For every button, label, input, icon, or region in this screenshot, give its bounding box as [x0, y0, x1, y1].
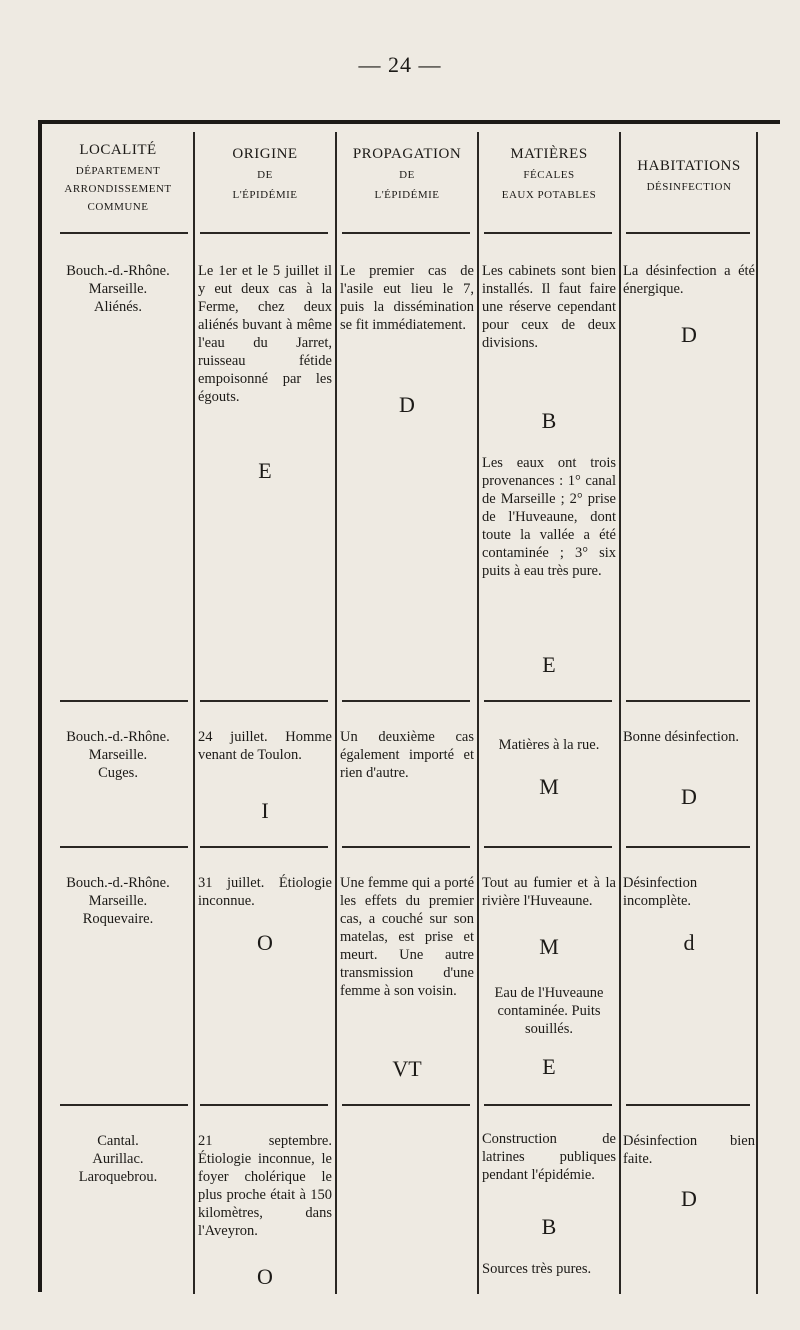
matieres-code: B: [541, 408, 557, 433]
origin-code: I: [261, 798, 269, 823]
header-rule: [60, 232, 188, 234]
column-divider: [193, 132, 195, 1294]
propagation-code: D: [399, 392, 415, 417]
header-habitations: HABITATIONS DÉSINFECTION: [637, 158, 741, 193]
matieres-cell: Sources très pures.: [482, 1261, 592, 1277]
matieres-cell: Matières à la rue.: [498, 737, 600, 753]
header-matieres: MATIÈRES FÉCALES EAUX POTABLES: [501, 146, 597, 201]
row-rule: [342, 1104, 470, 1106]
row-rule: [60, 700, 188, 702]
habitations-cell: Désinfection incomplète.: [623, 875, 698, 909]
locality-cell: Cantal. Aurillac. Laroquebrou.: [78, 1133, 158, 1185]
matieres-code: M: [539, 774, 559, 799]
matieres-code: B: [541, 1214, 557, 1239]
matieres-code: E: [542, 1054, 556, 1079]
locality-cell: Bouch.-d.-Rhône. Marseille. Cuges.: [66, 729, 170, 781]
row-rule: [626, 846, 750, 848]
header-origin: ORIGINE DE L'ÉPIDÉMIE: [232, 146, 298, 201]
matieres-code: E: [542, 652, 556, 677]
row-rule: [484, 846, 612, 848]
habitations-code: D: [681, 784, 697, 809]
column-divider: [756, 132, 758, 1294]
header-rule: [484, 232, 612, 234]
matieres-cell: Eau de l'Huveaune contaminée. Puits souillés.: [494, 985, 604, 1037]
header-rule: [342, 232, 470, 234]
origin-code: O: [257, 930, 273, 955]
row-rule: [200, 1104, 328, 1106]
matieres-cell: Les eaux ont trois provenances : 1° canal de Marseille ; 2° prise de l'Huveaune, dont toute la vallée a été contaminée ; 3° six puits à eau très pure.: [482, 455, 616, 579]
matieres-cell: Construction de latrines publiques pendant l'épidémie.: [482, 1131, 616, 1183]
origin-cell: Le 1er et le 5 juillet il y eut deux cas à la Ferme, chez deux aliénés buvant à même l'eau du Jarret, ruisseau fétide empoisonné par les égouts.: [198, 263, 332, 405]
habitations-code: D: [681, 322, 697, 347]
propagation-cell: Un deuxième cas également importé et rien d'autre.: [340, 729, 474, 781]
row-rule: [484, 1104, 612, 1106]
habitations-cell: La désinfection a été énergique.: [623, 263, 755, 297]
locality-cell: Bouch.-d.-Rhône. Marseille. Roquevaire.: [66, 875, 170, 927]
table-frame-top: [38, 120, 780, 124]
column-divider: [335, 132, 337, 1294]
habitations-cell: Bonne désinfection.: [623, 729, 739, 745]
header-rule: [626, 232, 750, 234]
row-rule: [60, 846, 188, 848]
habitations-code: D: [681, 1186, 697, 1211]
row-rule: [342, 846, 470, 848]
habitations-cell: Désinfection bien faite.: [623, 1133, 755, 1167]
origin-code: E: [258, 458, 272, 483]
propagation-code: VT: [392, 1056, 422, 1081]
matieres-cell: Tout au fumier et à la rivière l'Huveaune.: [482, 875, 616, 909]
row-rule: [342, 700, 470, 702]
origin-cell: 31 juillet. Étiologie inconnue.: [198, 875, 332, 909]
header-rule: [200, 232, 328, 234]
header-propagation: PROPAGATION DE L'ÉPIDÉMIE: [352, 146, 462, 201]
row-rule: [60, 1104, 188, 1106]
row-rule: [484, 700, 612, 702]
row-rule: [626, 1104, 750, 1106]
column-divider: [619, 132, 621, 1294]
matieres-code: M: [539, 934, 559, 959]
row-rule: [200, 846, 328, 848]
header-locality: LOCALITÉ DÉPARTEMENT ARRONDISSEMENT COMMUNE: [64, 142, 172, 213]
origin-cell: 24 juillet. Homme venant de Toulon.: [198, 729, 332, 763]
origin-code: O: [257, 1264, 273, 1289]
matieres-cell: Les cabinets sont bien installés. Il faut faire une réserve cependant pour ceux de deux divisions.: [482, 263, 616, 351]
propagation-cell: Le premier cas de l'asile eut lieu le 7, puis la dissémination se fit immédiatement.: [340, 263, 474, 333]
column-divider: [477, 132, 479, 1294]
origin-cell: 21 septembre. Étiologie inconnue, le foyer cholérique le plus proche était à 150 kilomètres, dans l'Aveyron.: [198, 1133, 332, 1239]
row-rule: [626, 700, 750, 702]
table-frame-left: [38, 120, 42, 1292]
page-number: — 24 —: [358, 52, 442, 77]
propagation-cell: Une femme qui a porté les effets du premier cas, a couché sur son matelas, est prise et meurt. Une autre transmission d'une femme à son voisin.: [340, 875, 474, 999]
habitations-code: d: [683, 930, 695, 955]
row-rule: [200, 700, 328, 702]
locality-cell: Bouch.-d.-Rhône. Marseille. Aliénés.: [66, 263, 170, 315]
